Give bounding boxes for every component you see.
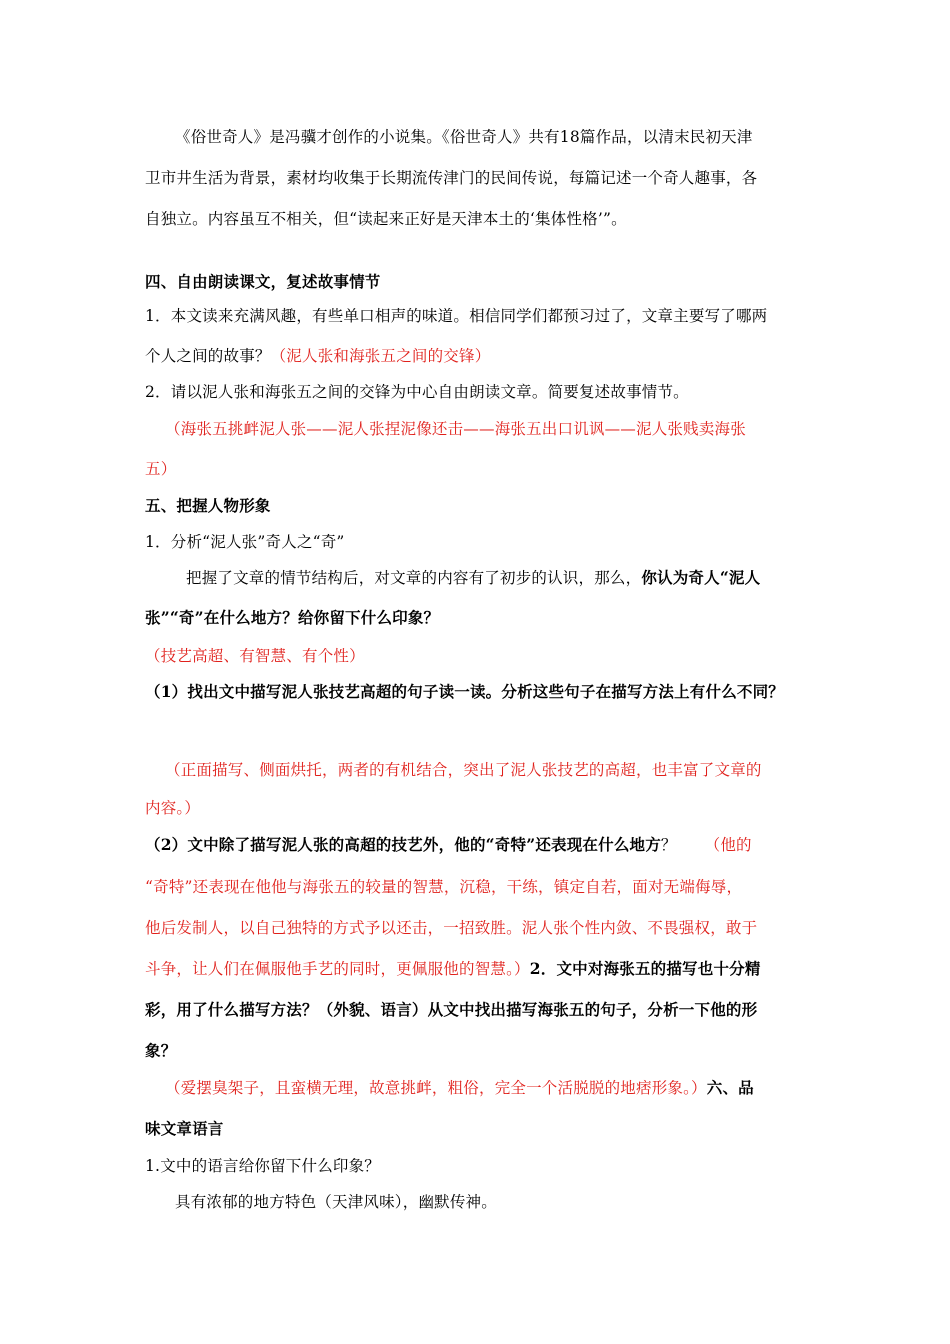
section-6-heading-start: 六、品 (706, 1078, 754, 1097)
question-bold-text: （2）文中除了描写泥人张的高超的技艺外，他的“奇特”还表现在什么地方 (145, 835, 661, 854)
section-6-question-1: 1.文中的语言给你留下什么印象？ (145, 1157, 380, 1175)
question-mark: ？ (660, 836, 677, 854)
intro-line-1: 《俗世奇人》是冯骥才创作的小说集。《俗世奇人》共有18篇作品，以清末民初天津 (175, 128, 753, 146)
section-5-question-2-line (145, 835, 752, 855)
section-5-answer-3-line (165, 1078, 754, 1098)
section-4-question-1-line-1: 1．本文读来充满风趣，有些单口相声的味道。相信同学们都预习过了，文章主要写了哪两 (145, 307, 768, 325)
answer-text: （泥人张和海张五之间的交锋） (270, 347, 491, 365)
section-6-answer-1: 具有浓郁的地方特色（天津风味），幽默传神。 (175, 1193, 497, 1211)
answer-start: （他的 (704, 836, 752, 854)
section-4-heading: 四、自由朗读课文，复述故事情节 (145, 272, 381, 291)
section-4-answer-2-line-1: （海张五挑衅泥人张——泥人张捏泥像还击——海张五出口讥讽——泥人张贱卖海张 (165, 420, 746, 438)
answer-text: 斗争，让人们在佩服他手艺的同时，更佩服他的智慧。） (145, 960, 530, 978)
section-5-answer-1: （技艺高超、有智慧、有个性） (145, 647, 365, 665)
section-5-answer-q2-line-3: 他后发制人，以自己独特的方式予以还击，一招致胜。泥人张个性内敛、不畏强权，敢于 (145, 919, 758, 937)
section-5-answer-q1-line-1: （正面描写、侧面烘托，两者的有机结合，突出了泥人张技艺的高超，也丰富了文章的 (165, 761, 762, 779)
section-5-question-1: （1）找出文中描写泥人张技艺高超的句子读一读。分析这些句子在描写方法上有什么不同？ (145, 682, 784, 701)
section-5-heading: 五、把握人物形象 (145, 496, 271, 515)
section-5-paragraph-1-line-1 (186, 568, 760, 588)
paragraph-normal-text: 把握了文章的情节结构后，对文章的内容有了初步的认识，那么， (186, 569, 642, 587)
section-4-answer-2-line-2: 五） (145, 460, 177, 478)
section-5-paragraph-1-line-2: 张”“奇”在什么地方？给你留下什么印象？ (145, 608, 440, 627)
section-5-sub-1: 1．分析“泥人张”奇人之“奇” (145, 533, 345, 551)
sub-2-start: 2．文中对海张五的描写也十分精 (529, 959, 761, 978)
paragraph-bold-text: 你认为奇人“泥人 (641, 568, 761, 587)
section-6-heading: 味文章语言 (145, 1119, 224, 1138)
answer-text: （爱摆臭架子，且蛮横无理，故意挑衅，粗俗，完全一个活脱脱的地痞形象。） (165, 1079, 707, 1097)
section-5-answer-q1-line-2: 内容。） (145, 799, 201, 817)
section-5-answer-q2-line-4 (145, 959, 761, 979)
section-5-sub-2-line-3: 象？ (145, 1041, 177, 1060)
intro-line-3: 自独立。内容虽互不相关，但“读起来正好是天津本土的‘集体性格’”。 (145, 210, 627, 228)
section-4-question-2: 2．请以泥人张和海张五之间的交锋为中心自由朗读文章。简要复述故事情节。 (145, 383, 689, 401)
section-4-question-1-line-2 (145, 346, 490, 366)
section-5-sub-2-line-2: 彩，用了什么描写方法？（外貌、语言）从文中找出描写海张五的句子，分析一下他的形 (145, 1000, 758, 1019)
question-text: 个人之间的故事？ (145, 347, 271, 365)
intro-line-2: 卫市井生活为背景，素材均收集于长期流传津门的民间传说，每篇记述一个奇人趣事，各 (145, 169, 758, 187)
section-5-answer-q2-line-2: “奇特”还表现在他他与海张五的较量的智慧，沉稳，干练，镇定自若，面对无端侮辱， (145, 878, 743, 896)
